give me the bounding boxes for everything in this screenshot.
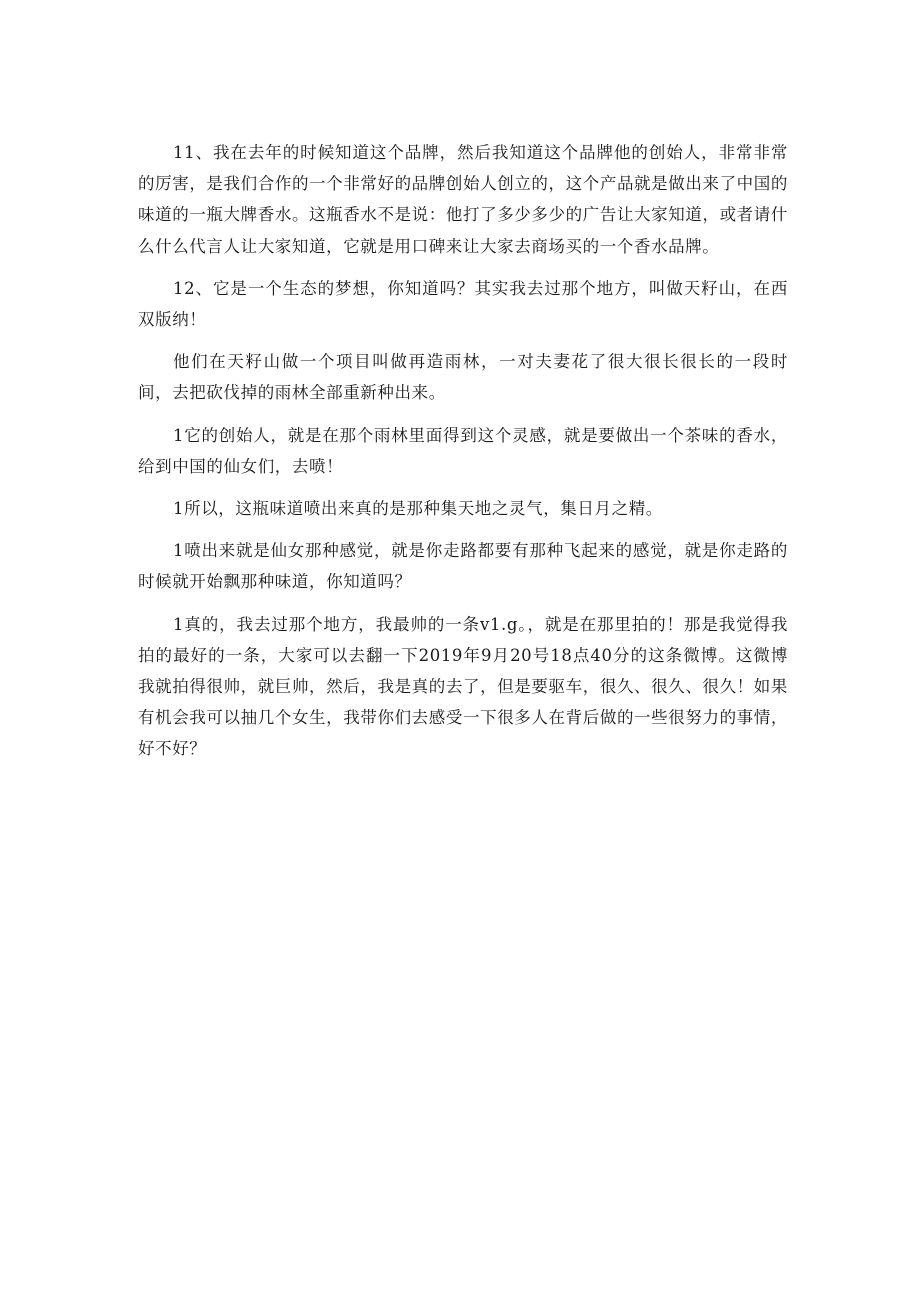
paragraph-rainforest-project: 他们在天籽山做一个项目叫做再造雨林，一对夫妻花了很大很长很长的一段时间，去把砍伐掉的雨林全部重新种出来。 xyxy=(138,352,788,403)
paragraph-vlog-weibo: 1真的，我去过那个地方，我最帅的一条v1.g。，就是在那里拍的！那是我觉得我拍的最好的一条，大家可以去翻一下2019年9月20号18点40分的这条微博。这微博我就拍得很帅，就巨帅，然后，我是真的去了，但是要驱车，很久、很久、很久！如果有机会我可以抽几个女生，我带你们去感受一下很多人在背后做的一些很努力的事情，好不好？ xyxy=(138,614,788,759)
paragraph-11-brand-story: 11、我在去年的时候知道这个品牌，然后我知道这个品牌他的创始人，非常非常的厉害，是我们合作的一个非常好的品牌创始人创立的，这个产品就是做出来了中国的味道的一瓶大牌香水。这瓶香水不是说：他打了多少多少的广告让大家知道，或者请什么什么代言人让大家知道，它就是用口碑来让大家去商场买的一个香水品牌。 xyxy=(138,143,788,256)
document-page xyxy=(138,137,788,776)
paragraph-fairy-feeling: 1喷出来就是仙女那种感觉，就是你走路都要有那种飞起来的感觉，就是你走路的时候就开始飘那种味道，你知道吗？ xyxy=(138,541,788,592)
paragraph-founder-inspiration: 1它的创始人，就是在那个雨林里面得到这个灵感，就是要做出一个茶味的香水，给到中国的仙女们，去喷！ xyxy=(138,425,788,476)
paragraph-scent-essence: 1所以，这瓶味道喷出来真的是那种集天地之灵气，集日月之精。 xyxy=(173,499,663,519)
paragraph-12-ecological-dream: 12、它是一个生态的梦想，你知道吗？其实我去过那个地方，叫做天籽山，在西双版纳！ xyxy=(138,278,788,330)
